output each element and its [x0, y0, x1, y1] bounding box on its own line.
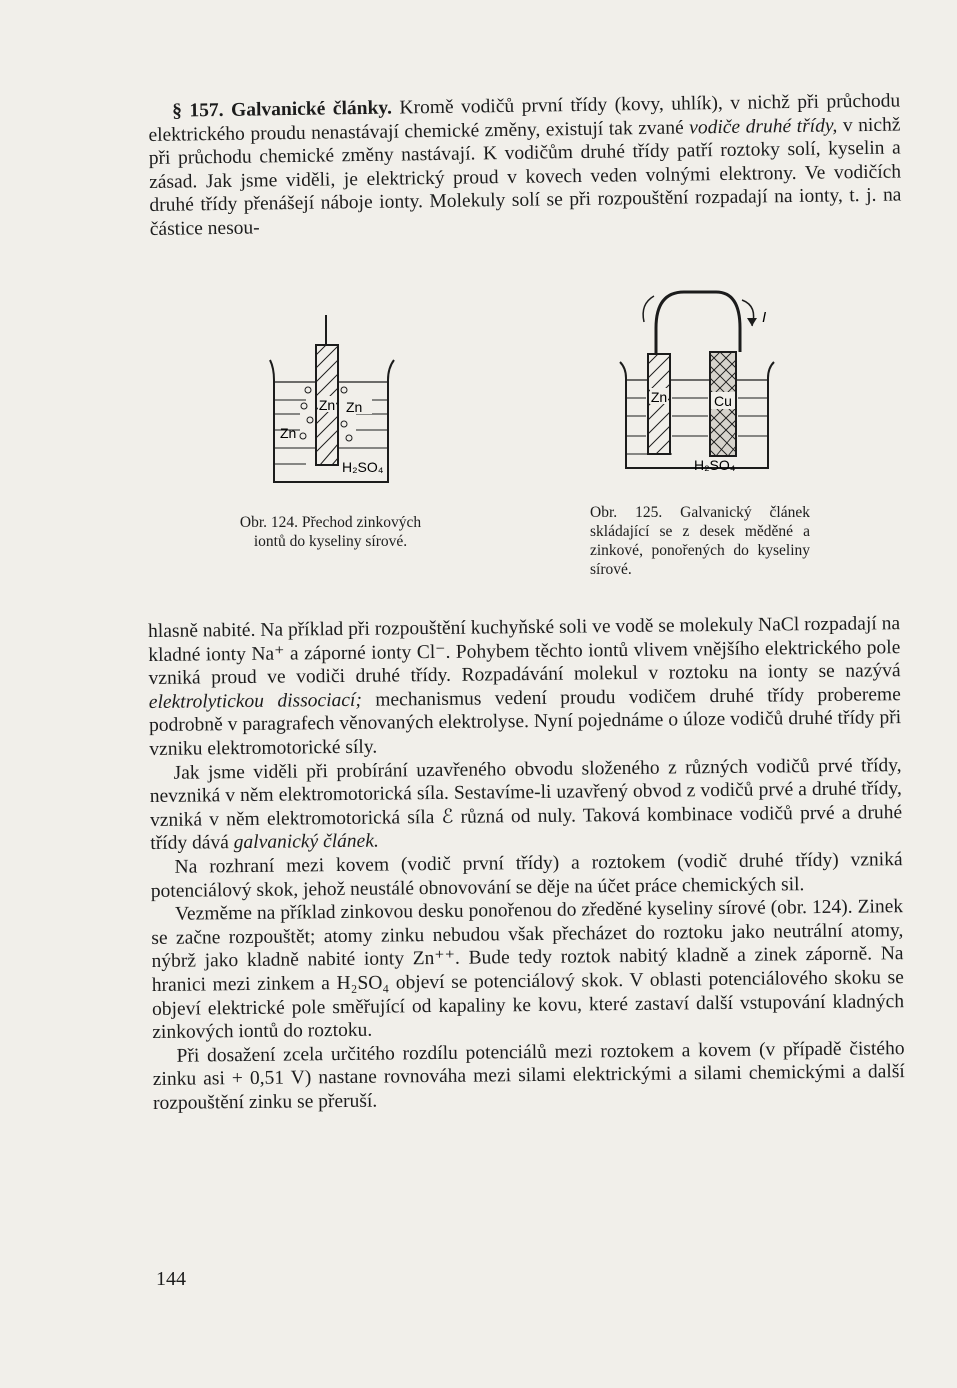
body-paragraph-3: Na rozhraní mezi kovem (vodič první třídy) a roztokem (vodič druhé třídy) vzniká potenciálový skok, jehož neustálé obnovování se děje na účet práce chemických sil.	[150, 849, 903, 902]
current-label: I	[762, 309, 767, 326]
acid-label: H₂SO₄	[342, 459, 384, 475]
body-text	[148, 612, 905, 1115]
figure-125-caption: Obr. 125. Galvanický článek skládající se z desek měděné a zinkové, ponořených do kyseliny sírové.	[590, 504, 810, 578]
section-number: § 157.	[172, 99, 224, 122]
figure-125	[612, 280, 782, 480]
body-paragraph-2	[149, 754, 902, 856]
page-number: 144	[156, 1268, 186, 1290]
body-paragraph-1	[148, 612, 901, 761]
figure-124-caption: Obr. 124. Přechod zinkových iontů do kyseliny sírové.	[239, 514, 422, 550]
section-title: Galvanické články.	[230, 97, 393, 121]
acid-label-125: H₂SO₄	[694, 457, 736, 473]
zn-ion-right-label: Zn	[346, 399, 363, 415]
figure-124	[256, 310, 406, 490]
paragraph-1-italic-term: elektrolytickou dissociací;	[148, 689, 362, 713]
cu-plate-label: Cu	[714, 393, 732, 409]
body-paragraph-4: Vezměme na příklad zinkovou desku ponořenou do zředěné kyseliny sírové (obr. 124). Zinek se začne rozpouštět; atomy zinku nebudou však přecházet do roztoku jako neutrální atomy, nýbrž jako kladně nabité ionty Zn⁺⁺. Bude tedy roztok nabitý kladně a zinek záporně. Na hranici mezi zinkem a H₂SO₄ objeví se potenciálový skok. V oblasti potenciálového skoku se objeví elektrické pole směřující od kapaliny ke kovu, které zastaví další vstupování kladných zinkových iontů do roztoku.	[151, 896, 905, 1044]
section-intro	[148, 90, 902, 242]
zn-rod-label: Zn	[318, 397, 336, 413]
zn-ion-left-label: Zn	[280, 425, 297, 441]
paragraph-2-italic-term: galvanický článek.	[233, 830, 379, 854]
intro-italic-term: vodiče druhé třídy,	[689, 114, 838, 139]
paragraph-1-text: hlasně nabité. Na příklad při rozpouštění kuchyňské soli ve vodě se molekuly NaCl rozpadají na kladné ionty Na⁺ a záporné ionty Cl⁻. Pohybem těchto iontů vlivem vnějšího elektrického pole vzniká proud ve vodiči druhé třídy. Rozpadávání molekul v roztoku na ionty se nazývá	[148, 613, 901, 690]
zn-plate-label: Zn	[650, 389, 668, 405]
intro-text: Kromě vodičů první třídy (kovy, uhlík), v nichž při průchodu elektrického proudu nenastávají chemické změny, existují tak zvané	[148, 90, 901, 146]
body-paragraph-5: Při dosažení zcela určitého rozdílu potenciálů mezi roztokem a kovem (v případě čistého zinku asi + 0,51 V) nastane rovnováha mezi silami elektrickými a silami chemickými a další rozpouštění zinku se přeruší.	[152, 1037, 905, 1114]
paragraph-1-text-rest: mechanismus vedení proudu vodičem druhé třídy probereme podrobně v paragrafech věnovaných elektrolyse. Nyní pojednáme o úloze vodičů druhé třídy při vzniku elektromotorické síly.	[148, 683, 902, 760]
intro-text-rest: v nichž při průchodu chemické změny nastávají. K vodičům druhé třídy patří roztoky solí, kyselin a zásad. Jak jsme viděli, je elektrický proud v kovech veden volnými elektrony. Ve vodičích druhé třídy přenášejí náboje ionty. Molekuly solí se při rozpouštění rozpadají na ionty, t. j. na částice nesou-	[148, 114, 902, 240]
paragraph-2-text: Jak jsme viděli při probírání uzavřeného obvodu složeného z různých vodičů prvé třídy, nevzniká v něm elektromotorická síla. Sestavíme-li uzavřený obvod z vodičů prvé a druhé třídy, vzniká v něm elektromotorická síla ℰ různá od nuly. Taková kombinace vodičů prvé a druhé třídy dává	[149, 754, 903, 855]
intro-paragraph	[148, 90, 902, 242]
